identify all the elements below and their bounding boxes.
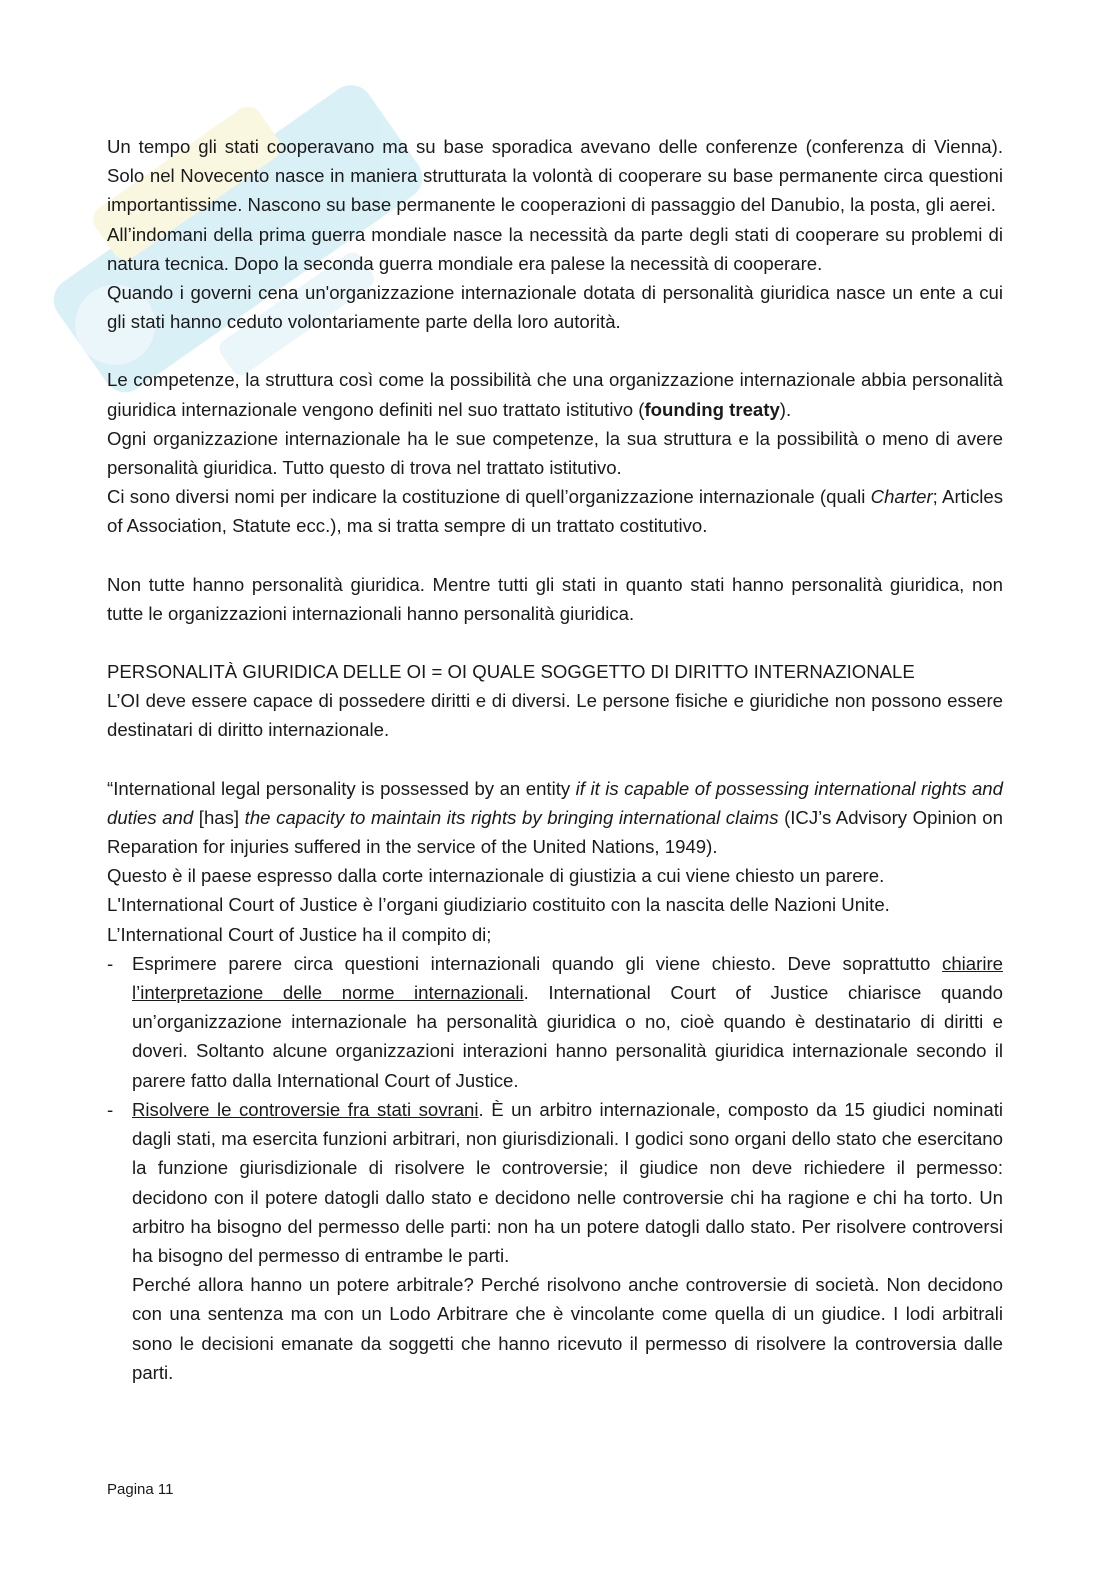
paragraph: Questo è il paese espresso dalla corte internazionale di giustizia a cui viene chiesto un parere. [107, 865, 885, 887]
italic-term: Charter [870, 486, 933, 508]
dash-list [107, 949, 1003, 1387]
page-number: Pagina 11 [107, 1481, 174, 1498]
paragraph: Le competenze, la struttura così come la possibilità che una organizzazione internazionale abbia personalità giuridica internazionale vengono definiti nel suo trattato istitutivo (founding treaty). [107, 369, 1003, 420]
paragraph: Un tempo gli stati cooperavano ma su base sporadica avevano delle conferenze (conferenza di Vienna). Solo nel Novecento nasce in maniera strutturata la volontà di cooperare su base permanente circa questioni importantissime. Nascono su base permanente le cooperazioni di passaggio del Danubio, la posta, gli aerei. [107, 136, 1003, 216]
paragraph: All’indomani della prima guerra mondiale nasce la necessità da parte degli stati di cooperare su problemi di natura tecnica. Dopo la seconda guerra mondiale era palese la necessità di cooperare. [107, 223, 1003, 274]
paragraph: L’OI deve essere capace di possedere diritti e di diversi. Le persone fisiche e giuridiche non possono essere destinatari di diritto internazionale. [107, 690, 1003, 741]
paragraph: Non tutte hanno personalità giuridica. Mentre tutti gli stati in quanto stati hanno personalità giuridica, non tutte le organizzazioni internazionali hanno personalità giuridica. [107, 573, 1003, 624]
paragraph: L’International Court of Justice ha il compito di; [107, 923, 492, 945]
paragraph: L'International Court of Justice è l’organi giudiziario costituito con la nascita delle Nazioni Unite. [107, 894, 890, 916]
section-heading: PERSONALITÀ GIURIDICA DELLE OI = OI QUALE SOGGETTO DI DIRITTO INTERNAZIONALE [107, 661, 915, 683]
list-item: - Risolvere le controversie fra stati sovrani. È un arbitro internazionale, composto da 15 giudici nominati dagli stati, ma esercita funzioni arbitrari, non giurisdizionali. I godici sono organi dello stato che esercitano la funzione giurisdizionale di risolvere le controversie; il giudice non deve richiedere il permesso: decidono con il potere datogli dallo stato e decidono nelle controversie chi ha ragione e chi ha torto. Un arbitro ha bisogno del permesso delle parti: non ha un potere datogli dallo stato. Per risolvere controversi ha bisogno del permesso di entrambe le parti. Perché allora hanno un potere arbitrale? Perché risolvono anche controversie di società. Non decidono con una sentenza ma con un Lodo Arbitrare che è vincolante come quella di un giudice. I lodi arbitrali sono le decisioni emanate da soggetti che hanno ricevuto il permesso di risolvere la controversia dalle parti. [107, 1095, 1003, 1387]
document-body [107, 132, 1003, 1387]
quote-paragraph: “International legal personality is possessed by an entity if it is capable of possessing international rights and duties and [has] the capacity to maintain its rights by bringing international claims (ICJ’s Advisory Opinion on Reparation for injuries suffered in the service of the United Nations, 1949). [107, 777, 1003, 858]
list-item: - Esprimere parere circa questioni internazionali quando gli viene chiesto. Deve soprattutto chiarire l’interpretazione delle norme internazionali. International Court of Justice chiarisce quando un’organizzazione internazionale ha personalità giuridica o no, cioè quando è destinatario di diritti e doveri. Soltanto alcune organizzazioni interazioni hanno personalità giuridica internazionale secondo il parere fatto dalla International Court of Justice. [107, 949, 1003, 1095]
paragraph: Ci sono diversi nomi per indicare la costituzione di quell’organizzazione internazionale (quali Charter; Articles of Association, Statute ecc.), ma si tratta sempre di un trattato costitutivo. [107, 486, 1004, 537]
paragraph: Ogni organizzazione internazionale ha le sue competenze, la sua struttura e la possibilità o meno di avere personalità giuridica. Tutto questo di trova nel trattato istitutivo. [107, 427, 1003, 479]
bold-term: founding treaty [644, 398, 780, 420]
paragraph: Quando i governi cena un'organizzazione internazionale dotata di personalità giuridica nasce un ente a cui gli stati hanno ceduto volontariamente parte della loro autorità. [107, 282, 1003, 333]
